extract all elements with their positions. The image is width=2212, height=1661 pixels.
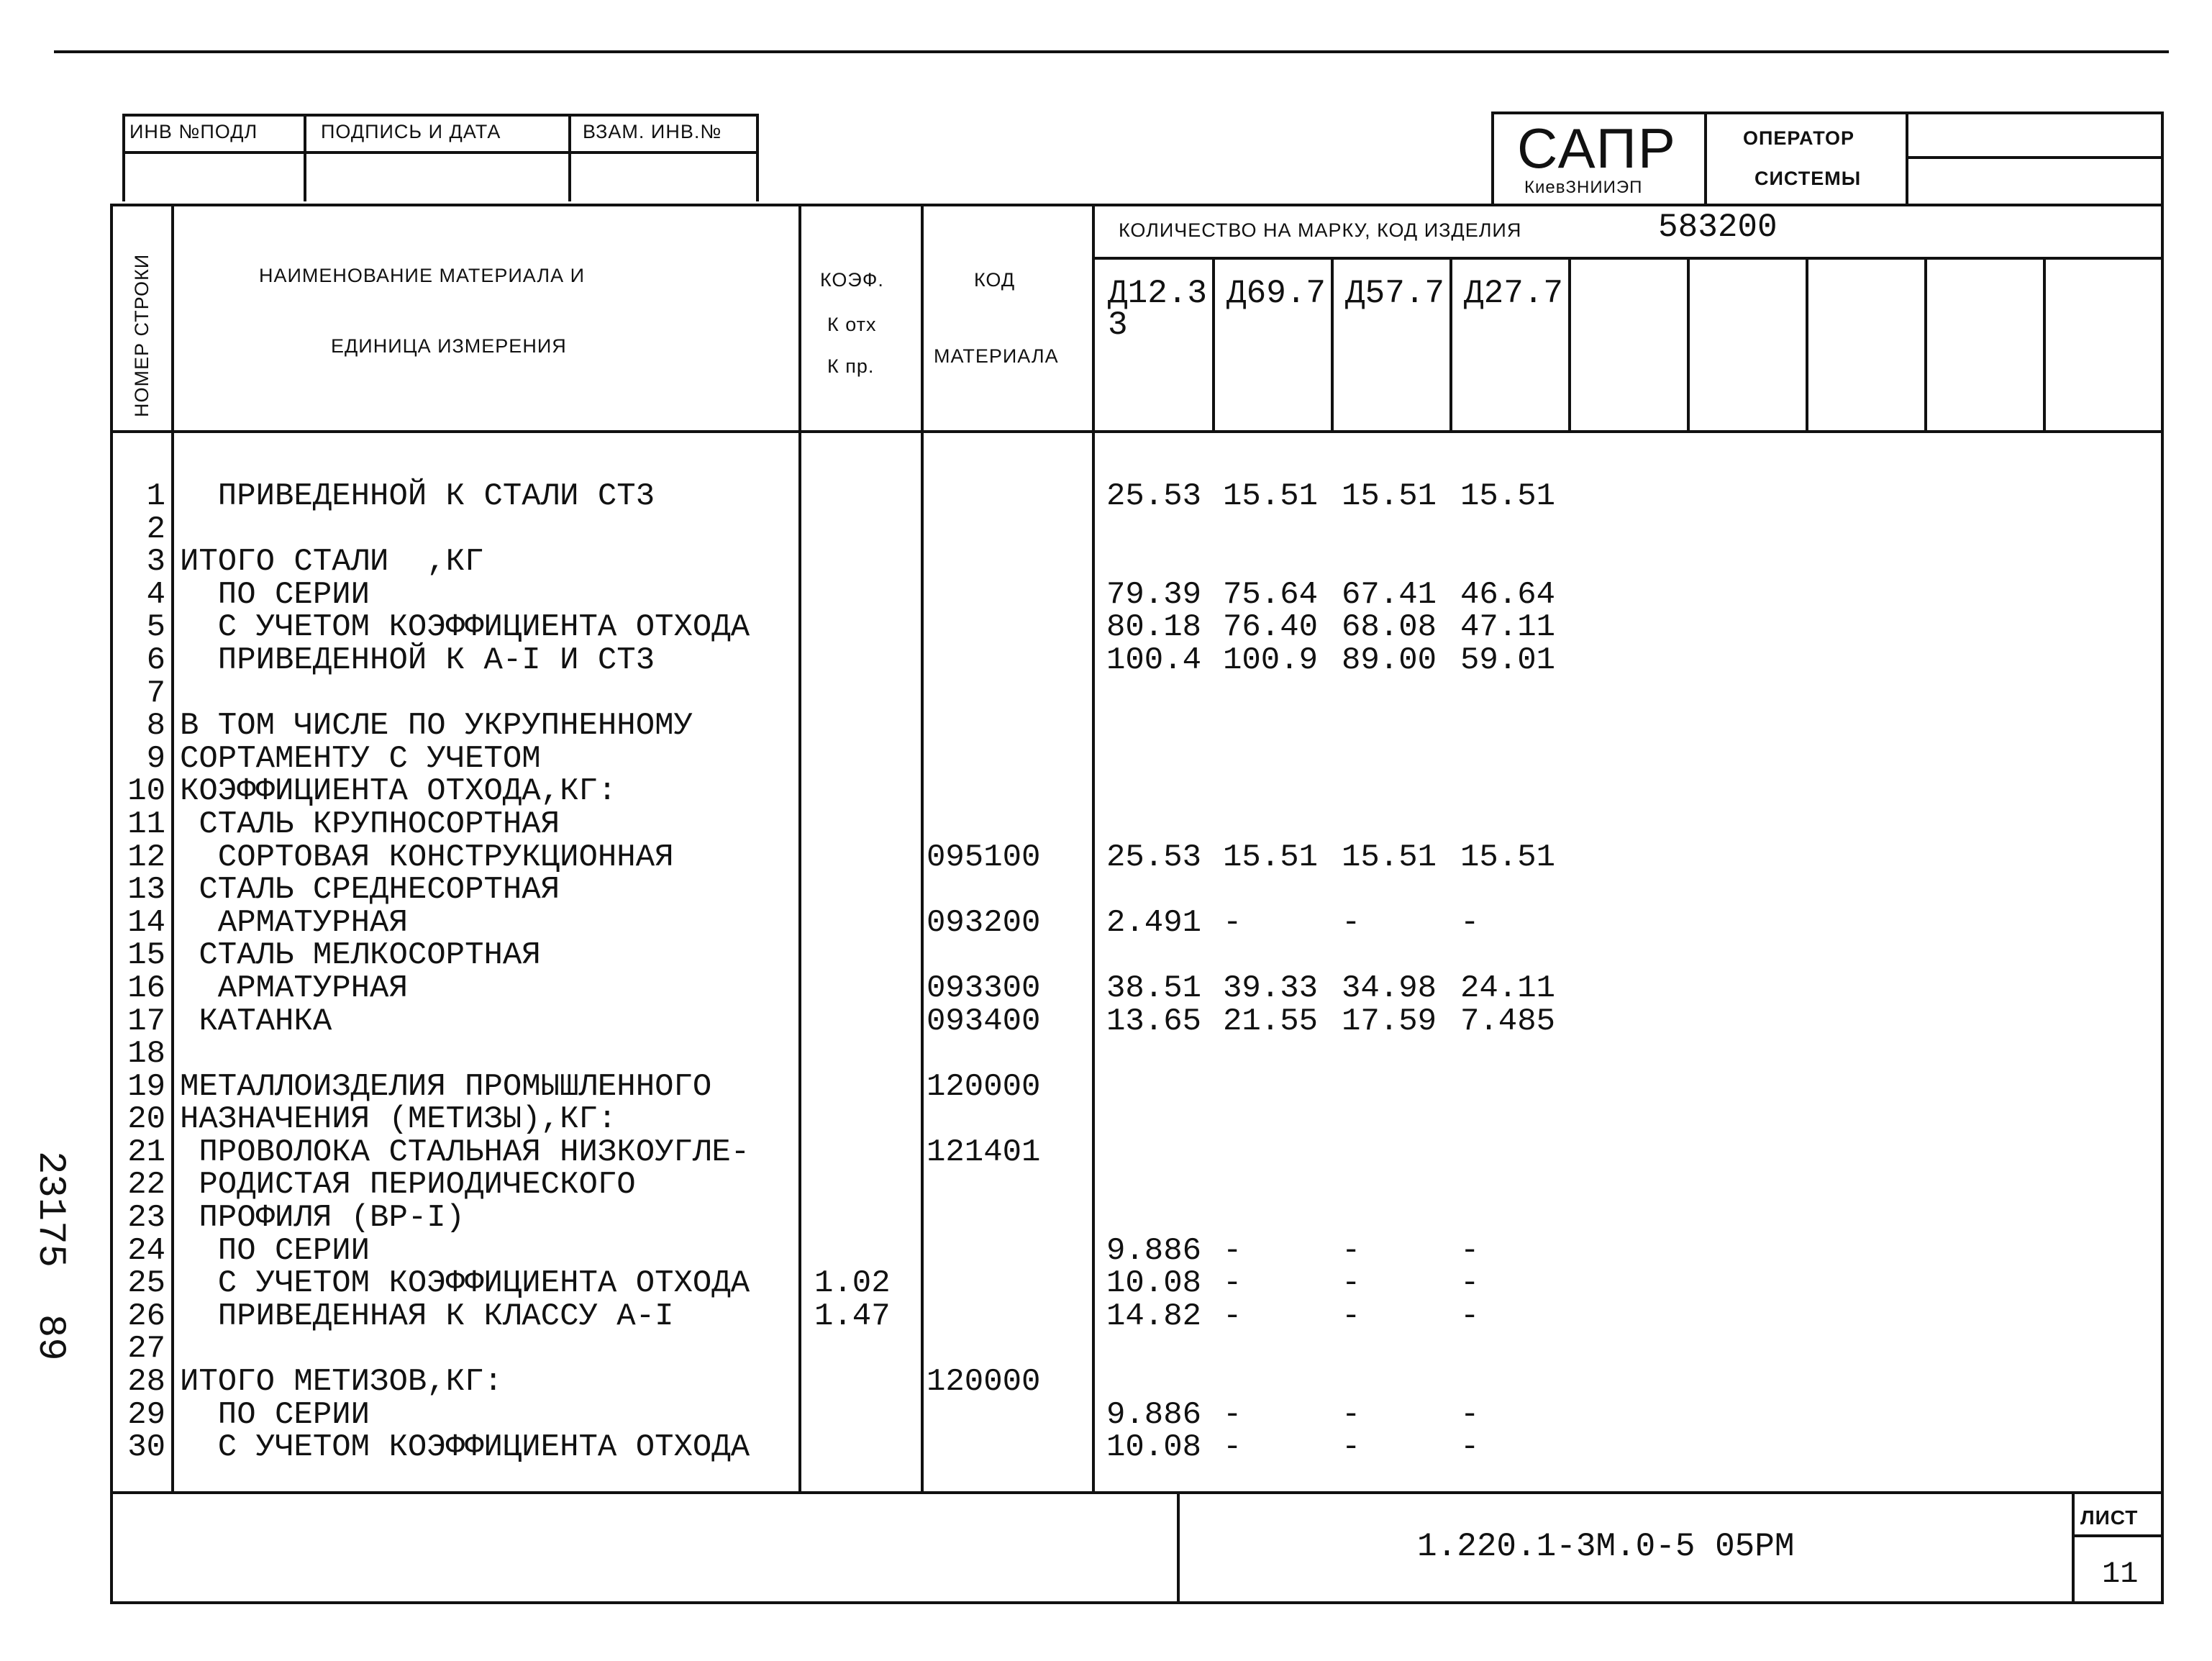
material-code (927, 645, 1085, 678)
header-name-line1: НАИМЕНОВАНИЕ МАТЕРИАЛА И (259, 265, 585, 286)
quantity-cell (1106, 1169, 1214, 1202)
material-code: 120000 (927, 1364, 1041, 1401)
quantity-cell: 100.4 (1106, 642, 1202, 678)
row-number: 29 (127, 1396, 165, 1433)
quantity-cell (1223, 809, 1331, 842)
quantity-cell: - (1223, 1232, 1242, 1269)
table-body (0, 478, 2212, 1488)
coefficient (814, 1137, 915, 1170)
sheet-number: 11 (2102, 1557, 2139, 1591)
quantity-cell (1223, 546, 1331, 579)
material-code (927, 481, 1085, 514)
quantity-cell (1106, 1333, 1214, 1366)
stamp-block (122, 114, 759, 201)
operator-line2: СИСТЕМЫ (1754, 168, 1862, 189)
quantity-cell (1106, 874, 1214, 907)
mark-d12-suffix: 3 (1108, 306, 1128, 344)
row-number: 14 (127, 904, 165, 941)
quantity-cell: - (1223, 1298, 1242, 1334)
material-name (180, 1333, 798, 1366)
quantity-cell: 13.65 (1106, 1003, 1202, 1039)
mark-sep-1 (1212, 257, 1215, 433)
coefficient (814, 775, 915, 809)
quantity-cell (1342, 1366, 1449, 1399)
quantity-cell (1223, 1103, 1331, 1137)
coefficient (814, 1366, 915, 1399)
material-name: СТАЛЬ МЕЛКОСОРТНАЯ (180, 937, 541, 974)
quantity-cell (1223, 1038, 1331, 1071)
row-number: 6 (146, 642, 165, 678)
quantity-cell: - (1460, 1232, 1480, 1269)
quantity-cell (1223, 1169, 1331, 1202)
quantity-cell (1460, 546, 1568, 579)
quantity-cell (1342, 1071, 1449, 1104)
material-name: ПРОВОЛОКА СТАЛЬНАЯ НИЗКОУГЛЕ- (180, 1134, 750, 1170)
product-code: 583200 (1658, 209, 1778, 246)
coefficient (814, 842, 915, 875)
quantity-cell (1342, 743, 1449, 776)
quantity-cell: 17.59 (1342, 1003, 1437, 1039)
quantity-cell: 24.11 (1460, 970, 1556, 1006)
material-code (927, 514, 1085, 547)
material-name: ИТОГО МЕТИЗОВ,КГ: (180, 1364, 503, 1401)
quantity-cell: 47.11 (1460, 609, 1556, 646)
header-coef-line2: К отх (827, 314, 877, 335)
quantity-cell (1460, 743, 1568, 776)
margin-note: 23175 89 (28, 1151, 72, 1361)
mark-sep-6 (1806, 257, 1808, 433)
quantity-cell: - (1342, 1298, 1361, 1334)
row-number: 17 (127, 1003, 165, 1039)
quantity-cell: - (1223, 1429, 1242, 1466)
material-name: ПО СЕРИИ (180, 1396, 370, 1433)
quantity-cell (1342, 1169, 1449, 1202)
material-code (927, 1169, 1085, 1202)
coefficient (814, 1006, 915, 1039)
quantity-cell: - (1342, 1232, 1361, 1269)
quantity-cell (1342, 939, 1449, 973)
quantity-cell: - (1342, 1265, 1361, 1302)
material-code (927, 579, 1085, 612)
material-code (927, 546, 1085, 579)
coefficient (814, 1333, 915, 1366)
row-number: 23 (127, 1200, 165, 1237)
material-name: СОРТОВАЯ КОНСТРУКЦИОННАЯ (180, 839, 674, 875)
quantity-cell (1460, 775, 1568, 809)
quantity-cell: 7.485 (1460, 1003, 1556, 1039)
quantity-cell (1106, 1071, 1214, 1104)
quantity-cell (1342, 1137, 1449, 1170)
mark-sep-4 (1568, 257, 1571, 433)
quantity-cell: 2.491 (1106, 904, 1202, 941)
material-name: НАЗНАЧЕНИЯ (МЕТИЗЫ),КГ: (180, 1101, 617, 1138)
material-code (927, 743, 1085, 776)
row-number: 30 (127, 1429, 165, 1466)
quantity-cell: 14.82 (1106, 1298, 1202, 1334)
header-coef-line3: К пр. (827, 355, 875, 377)
quantity-cell (1342, 546, 1449, 579)
quantity-cell (1223, 514, 1331, 547)
header-code-line2: МАТЕРИАЛА (934, 345, 1059, 367)
quantity-cell (1460, 809, 1568, 842)
header-code-line1: КОД (974, 269, 1016, 291)
row-number: 25 (127, 1265, 165, 1302)
material-code (927, 809, 1085, 842)
header-row-number: НОМЕР СТРОКИ (131, 253, 153, 417)
quantity-cell (1342, 1333, 1449, 1366)
quantity-cell (1223, 775, 1331, 809)
material-code (927, 1301, 1085, 1334)
sapr-logo: САПР (1517, 117, 1677, 180)
quantity-cell (1106, 743, 1214, 776)
mark-d27: Д27.7 (1464, 275, 1564, 312)
quantity-cell (1460, 1366, 1568, 1399)
quantity-cell: 25.53 (1106, 478, 1202, 514)
material-name: КАТАНКА (180, 1003, 332, 1039)
quantity-cell (1106, 1103, 1214, 1137)
quantity-cell (1106, 678, 1214, 711)
quantity-cell: 38.51 (1106, 970, 1202, 1006)
quantity-cell (1106, 514, 1214, 547)
quantity-cell: 15.51 (1342, 839, 1437, 875)
material-name: СТАЛЬ КРУПНОСОРТНАЯ (180, 806, 560, 842)
quantity-cell: - (1460, 1298, 1480, 1334)
row-number: 19 (127, 1068, 165, 1105)
mark-d69: Д69.7 (1226, 275, 1326, 312)
row-number: 7 (146, 675, 165, 711)
quantity-cell: 10.08 (1106, 1265, 1202, 1302)
quantity-cell: 89.00 (1342, 642, 1437, 678)
material-code (927, 1038, 1085, 1071)
coefficient (814, 809, 915, 842)
quantity-cell (1342, 678, 1449, 711)
quantity-cell: 76.40 (1223, 609, 1319, 646)
table-top-border (110, 204, 2164, 206)
coefficient (814, 546, 915, 579)
quantity-cell (1223, 1366, 1331, 1399)
material-name (180, 678, 798, 711)
material-name (180, 1038, 798, 1071)
row-number: 18 (127, 1036, 165, 1073)
quantity-cell (1106, 809, 1214, 842)
material-code (927, 1399, 1085, 1432)
quantity-cell (1460, 1202, 1568, 1235)
material-name: ПРИВЕДЕННОЙ К СТАЛИ СТ3 (180, 478, 655, 514)
row-number: 5 (146, 609, 165, 646)
quantity-cell (1106, 1137, 1214, 1170)
material-code (927, 775, 1085, 809)
quantity-cell: 80.18 (1106, 609, 1202, 646)
mark-d57: Д57.7 (1345, 275, 1445, 312)
coefficient (814, 1169, 915, 1202)
quantity-cell (1460, 1169, 1568, 1202)
material-code (927, 1333, 1085, 1366)
quantity-cell: 9.886 (1106, 1396, 1202, 1433)
mark-sep-2 (1331, 257, 1334, 433)
quantity-header-rule (1092, 257, 2164, 260)
material-name: В ТОМ ЧИСЛЕ ПО УКРУПНЕННОМУ (180, 708, 693, 745)
material-code (927, 1432, 1085, 1465)
row-number: 9 (146, 740, 165, 777)
quantity-cell: 15.51 (1460, 839, 1556, 875)
coefficient (814, 939, 915, 973)
quantity-cell (1342, 1038, 1449, 1071)
material-code (927, 1202, 1085, 1235)
quantity-cell (1342, 1202, 1449, 1235)
quantity-cell: - (1460, 1265, 1480, 1302)
row-number: 22 (127, 1167, 165, 1203)
quantity-cell: - (1342, 904, 1361, 941)
mark-sep-8 (2043, 257, 2046, 433)
quantity-cell (1223, 874, 1331, 907)
quantity-cell (1106, 1366, 1214, 1399)
mark-sep-5 (1687, 257, 1690, 433)
coefficient (814, 1432, 915, 1465)
sapr-org: КиевЗНИИЭП (1524, 178, 1643, 197)
material-name: ПО СЕРИИ (180, 576, 370, 613)
coefficient (814, 678, 915, 711)
coefficient (814, 973, 915, 1006)
quantity-cell (1460, 514, 1568, 547)
top-rule (54, 50, 2169, 53)
material-name: С УЧЕТОМ КОЭФФИЦИЕНТА ОТХОДА (180, 1265, 750, 1302)
quantity-cell (1460, 874, 1568, 907)
coefficient: 1.02 (814, 1265, 891, 1302)
table-bottom-border (110, 1601, 2164, 1604)
mark-sep-3 (1449, 257, 1452, 433)
material-name: СТАЛЬ СРЕДНЕСОРТНАЯ (180, 872, 560, 909)
material-code (927, 939, 1085, 973)
row-number: 3 (146, 544, 165, 581)
quantity-cell: 15.51 (1223, 478, 1319, 514)
quantity-cell (1342, 874, 1449, 907)
row-number: 11 (127, 806, 165, 842)
material-code (927, 1268, 1085, 1301)
row-number: 21 (127, 1134, 165, 1170)
header-coef-line1: КОЭФ. (820, 269, 884, 291)
quantity-cell (1460, 1103, 1568, 1137)
material-name: ПО СЕРИИ (180, 1232, 370, 1269)
material-code (927, 710, 1085, 743)
quantity-cell (1342, 514, 1449, 547)
quantity-cell (1106, 939, 1214, 973)
row-number: 20 (127, 1101, 165, 1138)
mark-sep-7 (1924, 257, 1927, 433)
coefficient (814, 1202, 915, 1235)
material-name: АРМАТУРНАЯ (180, 970, 408, 1006)
material-code (927, 874, 1085, 907)
row-number: 15 (127, 937, 165, 974)
quantity-cell: 100.9 (1223, 642, 1319, 678)
stamp-inv-podl: ИНВ №ПОДЛ (129, 121, 258, 142)
header-name-line2: ЕДИНИЦА ИЗМЕРЕНИЯ (331, 335, 567, 357)
material-name: ИТОГО СТАЛИ ,КГ (180, 544, 484, 581)
quantity-cell: - (1460, 1396, 1480, 1433)
coefficient (814, 579, 915, 612)
sapr-block (1491, 112, 2164, 204)
row-number: 10 (127, 773, 165, 810)
row-number: 8 (146, 708, 165, 745)
operator-line1: ОПЕРАТОР (1743, 127, 1855, 149)
quantity-cell (1223, 939, 1331, 973)
quantity-cell (1342, 809, 1449, 842)
quantity-cell: 21.55 (1223, 1003, 1319, 1039)
quantity-cell (1342, 710, 1449, 743)
quantity-cell (1106, 546, 1214, 579)
quantity-cell: 25.53 (1106, 839, 1202, 875)
row-number: 13 (127, 872, 165, 909)
row-number: 12 (127, 839, 165, 875)
row-number: 27 (127, 1331, 165, 1368)
quantity-cell: 68.08 (1342, 609, 1437, 646)
quantity-cell: 9.886 (1106, 1232, 1202, 1269)
quantity-cell: - (1223, 1265, 1242, 1302)
quantity-cell (1460, 1137, 1568, 1170)
material-name: СОРТАМЕНТУ С УЧЕТОМ (180, 740, 541, 777)
quantity-cell: 59.01 (1460, 642, 1556, 678)
material-code (927, 1235, 1085, 1268)
quantity-cell (1460, 678, 1568, 711)
quantity-cell: 79.39 (1106, 576, 1202, 613)
quantity-cell: 75.64 (1223, 576, 1319, 613)
row-number: 28 (127, 1364, 165, 1401)
material-name: ПРОФИЛЯ (ВР-I) (180, 1200, 465, 1237)
material-name: ПРИВЕДЕННАЯ К КЛАССУ А-I (180, 1298, 674, 1334)
coefficient: 1.47 (814, 1298, 891, 1334)
coefficient (814, 710, 915, 743)
sheet-sep (2072, 1491, 2075, 1603)
material-name: ПРИВЕДЕННОЙ К А-I И СТ3 (180, 642, 655, 678)
material-name (180, 514, 798, 547)
quantity-cell (1223, 743, 1331, 776)
material-name: МЕТАЛЛОИЗДЕЛИЯ ПРОМЫШЛЕННОГО (180, 1068, 712, 1105)
row-number: 16 (127, 970, 165, 1006)
quantity-cell (1223, 1333, 1331, 1366)
quantity-cell: - (1223, 1396, 1242, 1433)
material-name: АРМАТУРНАЯ (180, 904, 408, 941)
material-name: С УЧЕТОМ КОЭФФИЦИЕНТА ОТХОДА (180, 1429, 750, 1466)
material-name: РОДИСТАЯ ПЕРИОДИЧЕСКОГО (180, 1167, 636, 1203)
quantity-cell: 15.51 (1223, 839, 1319, 875)
quantity-cell (1106, 1202, 1214, 1235)
material-code: 121401 (927, 1134, 1041, 1170)
material-name: С УЧЕТОМ КОЭФФИЦИЕНТА ОТХОДА (180, 609, 750, 646)
material-code: 093400 (927, 1003, 1041, 1039)
body-bottom-border (110, 1491, 2164, 1494)
row-number: 4 (146, 576, 165, 613)
material-code (927, 678, 1085, 711)
quantity-cell (1342, 1103, 1449, 1137)
quantity-cell: 39.33 (1223, 970, 1319, 1006)
quantity-cell: - (1460, 1429, 1480, 1466)
footer-sep (1177, 1491, 1180, 1603)
coefficient (814, 1103, 915, 1137)
coefficient (814, 874, 915, 907)
quantity-cell (1223, 710, 1331, 743)
material-code: 093300 (927, 970, 1041, 1006)
quantity-cell (1460, 710, 1568, 743)
coefficient (814, 1038, 915, 1071)
material-name: КОЭФФИЦИЕНТА ОТХОДА,КГ: (180, 773, 617, 810)
quantity-cell (1223, 1071, 1331, 1104)
coefficient (814, 1399, 915, 1432)
row-number: 2 (146, 511, 165, 547)
quantity-cell (1460, 939, 1568, 973)
quantity-cell: - (1223, 904, 1242, 941)
row-number: 26 (127, 1298, 165, 1334)
material-code: 120000 (927, 1068, 1041, 1105)
quantity-cell: - (1342, 1396, 1361, 1433)
coefficient (814, 514, 915, 547)
quantity-cell (1460, 1333, 1568, 1366)
sheet-rule (2072, 1534, 2162, 1537)
quantity-cell (1460, 1071, 1568, 1104)
row-number: 1 (146, 478, 165, 514)
quantity-cell (1106, 710, 1214, 743)
quantity-cell: 10.08 (1106, 1429, 1202, 1466)
material-code: 093200 (927, 904, 1041, 941)
row-number: 24 (127, 1232, 165, 1269)
quantity-cell: - (1342, 1429, 1361, 1466)
quantity-cell: 15.51 (1342, 478, 1437, 514)
quantity-cell (1223, 1202, 1331, 1235)
sheet-label: ЛИСТ (2080, 1506, 2139, 1529)
quantity-cell (1106, 775, 1214, 809)
quantity-cell (1106, 1038, 1214, 1071)
coefficient (814, 743, 915, 776)
quantity-cell: 34.98 (1342, 970, 1437, 1006)
stamp-vzam-inv: ВЗАМ. ИНВ.№ (583, 121, 722, 142)
header-bottom-border (110, 430, 2164, 433)
quantity-cell (1223, 1137, 1331, 1170)
header-quantity-label: КОЛИЧЕСТВО НА МАРКУ, КОД ИЗДЕЛИЯ (1119, 219, 1522, 241)
quantity-cell: - (1460, 904, 1480, 941)
quantity-cell: 15.51 (1460, 478, 1556, 514)
quantity-cell (1342, 775, 1449, 809)
coefficient (814, 481, 915, 514)
quantity-cell: 67.41 (1342, 576, 1437, 613)
coefficient (814, 611, 915, 645)
stamp-signature-date: ПОДПИСЬ И ДАТА (321, 121, 501, 142)
quantity-cell (1223, 678, 1331, 711)
document-designation: 1.220.1-3М.0-5 05РМ (1417, 1528, 1795, 1565)
material-code (927, 611, 1085, 645)
quantity-cell (1460, 1038, 1568, 1071)
quantity-cell: 46.64 (1460, 576, 1556, 613)
material-code (927, 1103, 1085, 1137)
material-code: 095100 (927, 839, 1041, 875)
coefficient (814, 907, 915, 940)
mark-d12: Д12.3 (1108, 275, 1208, 312)
coefficient (814, 1235, 915, 1268)
coefficient (814, 645, 915, 678)
coefficient (814, 1071, 915, 1104)
